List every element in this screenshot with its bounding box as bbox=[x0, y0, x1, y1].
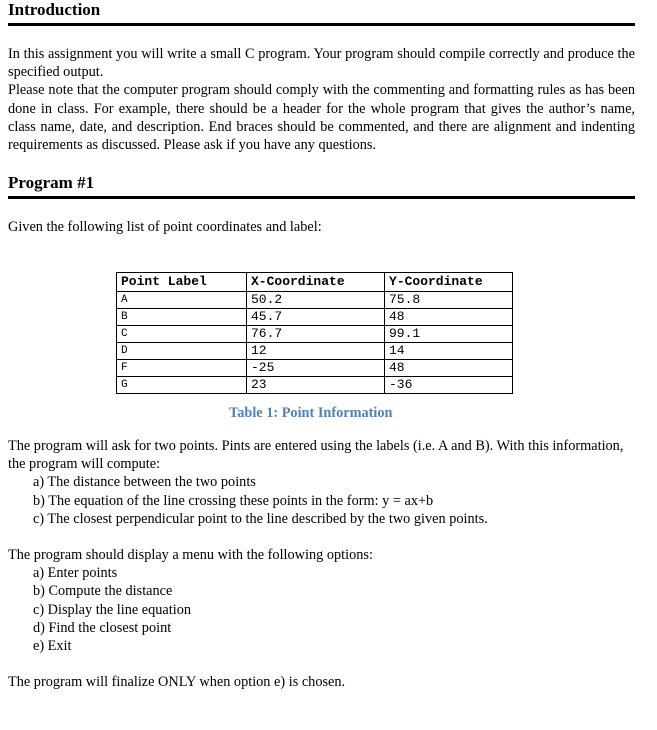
column-header: Y-Coordinate bbox=[385, 273, 513, 292]
x-coordinate-cell: 76.7 bbox=[247, 326, 385, 343]
y-coordinate-cell: 75.8 bbox=[385, 292, 513, 309]
document-page bbox=[8, 0, 635, 236]
program-description bbox=[8, 437, 635, 691]
x-coordinate-cell: 23 bbox=[247, 377, 385, 394]
point-label-cell: D bbox=[117, 343, 247, 360]
menu-list bbox=[8, 564, 635, 655]
program1-intro: Given the following list of point coordinates and label: bbox=[8, 219, 322, 236]
y-coordinate-cell: 48 bbox=[385, 360, 513, 377]
table-caption: Table 1: Point Information bbox=[229, 405, 393, 421]
x-coordinate-cell: 12 bbox=[247, 343, 385, 360]
list-item: a) The distance between the two points bbox=[33, 474, 256, 491]
column-header: Point Label bbox=[117, 273, 247, 292]
closing-text: The program will finalize ONLY when option e) is chosen. bbox=[8, 674, 346, 691]
x-coordinate-cell: -25 bbox=[247, 360, 385, 377]
point-label-cell: G bbox=[117, 377, 247, 394]
compute-list bbox=[8, 473, 635, 528]
compute-intro: The program will ask for two points. Pints are entered using the labels (i.e. A and B). With this information, the program will compute: bbox=[8, 438, 624, 473]
intro-paragraph-1: In this assignment you will write a small C program. Your program should compile correctly and produce the specified output. bbox=[8, 46, 635, 81]
point-label-cell: F bbox=[117, 360, 247, 377]
point-label-cell: B bbox=[117, 309, 247, 326]
list-item: b) The equation of the line crossing these points in the form: y = ax+b bbox=[33, 492, 434, 509]
program1-heading: Program #1 bbox=[8, 173, 95, 193]
list-item: d) Find the closest point bbox=[33, 619, 172, 636]
x-coordinate-cell: 50.2 bbox=[247, 292, 385, 309]
heading-rule bbox=[8, 196, 635, 199]
y-coordinate-cell: 48 bbox=[385, 309, 513, 326]
point-label-cell: A bbox=[117, 292, 247, 309]
list-item: a) Enter points bbox=[33, 565, 118, 582]
table-row bbox=[117, 326, 513, 343]
heading-rule bbox=[8, 23, 635, 26]
point-table bbox=[116, 272, 513, 394]
list-item: e) Exit bbox=[33, 638, 72, 655]
table-row bbox=[117, 343, 513, 360]
table-row bbox=[117, 309, 513, 326]
menu-intro: The program should display a menu with the following options: bbox=[8, 547, 373, 564]
intro-paragraph-2: Please note that the computer program should comply with the commenting and formatting rules as has been done in class. For example, there should be a header for the whole program that gives the author’s name, class name, date, and description. End braces should be commented, and there are alignment and indenting requirements as discussed. Please ask if you have any questions. bbox=[8, 82, 635, 154]
list-item: c) The closest perpendicular point to the line described by the two given points. bbox=[33, 510, 488, 527]
list-item: b) Compute the distance bbox=[33, 583, 173, 600]
table-row bbox=[117, 360, 513, 377]
y-coordinate-cell: 14 bbox=[385, 343, 513, 360]
table-row bbox=[117, 292, 513, 309]
list-item: c) Display the line equation bbox=[33, 601, 192, 618]
table-row bbox=[117, 377, 513, 394]
y-coordinate-cell: -36 bbox=[385, 377, 513, 394]
y-coordinate-cell: 99.1 bbox=[385, 326, 513, 343]
table-header-row bbox=[117, 273, 513, 292]
x-coordinate-cell: 45.7 bbox=[247, 309, 385, 326]
column-header: X-Coordinate bbox=[247, 273, 385, 292]
point-label-cell: C bbox=[117, 326, 247, 343]
introduction-heading: Introduction bbox=[8, 0, 101, 19]
